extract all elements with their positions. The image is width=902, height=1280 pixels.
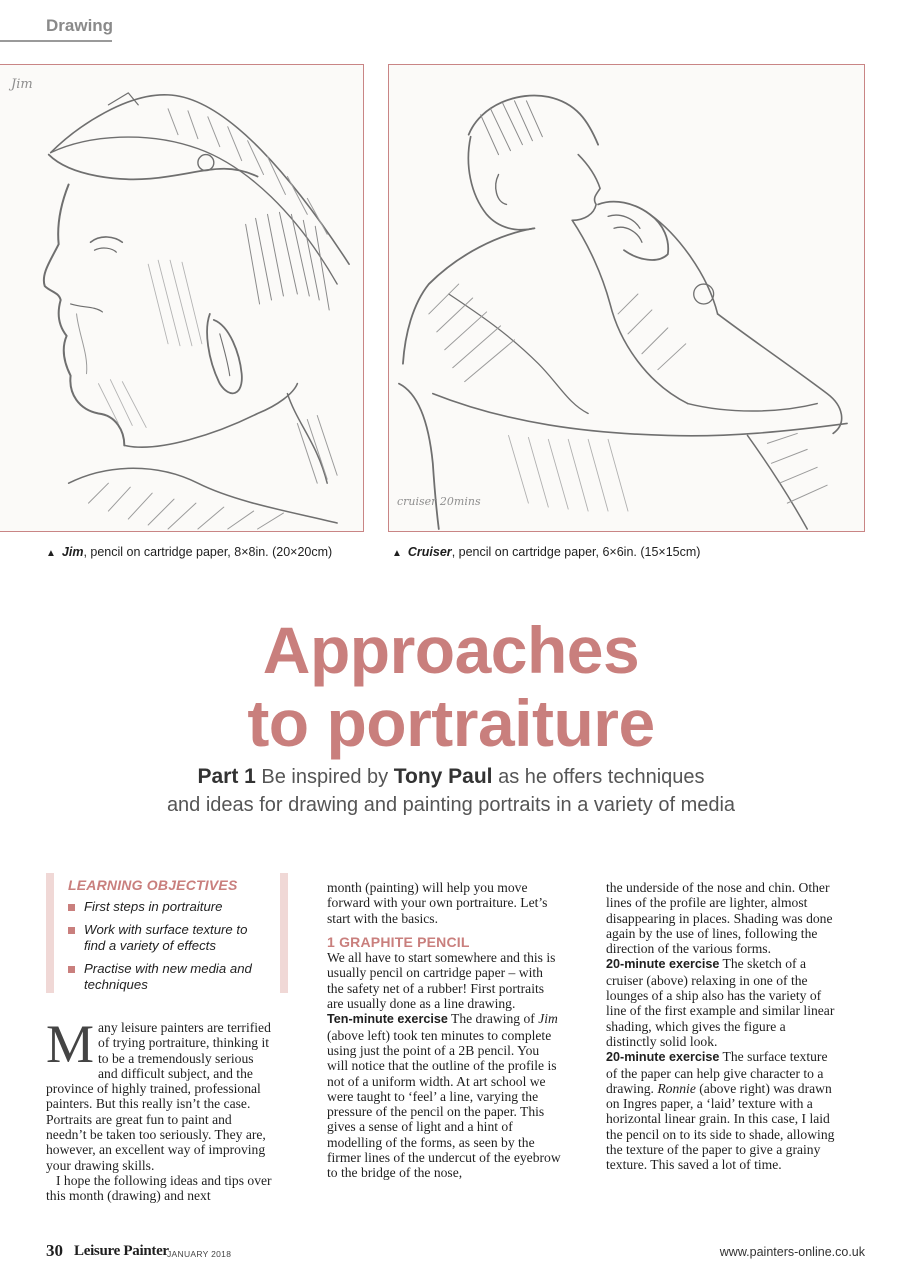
objectives-heading: LEARNING OBJECTIVES [68,877,238,893]
body-paragraph [606,1049,838,1172]
artwork-title: Jim [538,1011,558,1027]
paragraph-text: any leisure painters are terrified of trying portraiture, thinking it to be a tremendously serious and difficult subject, and the province of highly trained, professional painters. But this really isn’t the case. Portraits are great fun to paint and needn’t be taken too seriously. They are, however, an excellent way of improving your drawing skills. [46,1020,271,1173]
section-label: Drawing [46,16,114,35]
paragraph-text: The sketch of a cruiser (above) relaxing in one of the lounges of a ship also has the variety of line of the first example and similar linear shading, which gives the figure a distinctly solid look. [606,956,835,1049]
body-column-2 [327,880,562,1181]
standfirst-author: Tony Paul [393,765,493,788]
magazine-name: Leisure Painter [74,1243,169,1259]
artwork-title: Ronnie [657,1080,696,1096]
body-paragraph: I hope the following ideas and tips over this month (drawing) and next [46,1172,272,1204]
caption-cruiser [392,545,700,559]
bullet-square-icon [68,904,75,911]
caption-jim [46,545,332,559]
section-rule [0,40,112,42]
body-paragraph: the underside of the nose and chin. Other lines of the profile are lighter, almost disappearing in places. Shading was done again by the use of lines, following the direction of the various forms. [606,880,833,957]
objective-item [68,961,270,993]
body-paragraph [46,1014,272,1173]
learning-objectives-box [46,873,288,993]
article-title-line-1: Approaches [262,613,640,687]
article-title-line-2: to portraiture [247,686,655,760]
caption-text: , pencil on cartridge paper, 6×6in. (15×15cm) [451,545,701,559]
paragraph-text: The drawing of [447,1011,539,1027]
cruiser-portrait-image [388,64,865,532]
standfirst-line-1 [0,762,902,792]
body-paragraph [606,956,838,1049]
page-number: 30 [46,1241,63,1260]
caption-title: Cruiser [407,545,452,559]
bullet-square-icon [68,966,75,973]
caption-title: Jim [61,545,84,559]
objective-item [68,922,270,954]
paragraph-text: (above right) was drawn on Ingres paper, a ‘laid’ texture with a horizontal linear grain. In this case, I laid the pencil on to its side to shade, allowing the texture of the paper to give a grainy texture. This saved a lot of time. [606,1080,835,1173]
objective-item [68,899,270,915]
exercise-lead: 20-minute exercise [606,1050,720,1065]
jim-signature: Jim [11,77,33,92]
objective-text: Practise with new media and techniques [84,961,252,992]
website-link[interactable]: www.painters-online.co.uk [719,1245,865,1259]
caption-triangle-icon: ▲ [46,548,56,559]
subheading-graphite-pencil: 1 GRAPHITE PENCIL [327,933,470,950]
objective-text: First steps in portraiture [84,899,223,914]
caption-triangle-icon: ▲ [392,548,402,559]
standfirst-line-2: and ideas for drawing and painting portraits in a variety of media [166,794,736,816]
standfirst-text: Be inspired by [255,766,394,788]
objective-text: Work with surface texture to find a variety of effects [84,922,248,953]
objectives-list [68,899,270,993]
jim-sketch [0,65,363,531]
body-paragraph: month (painting) will help you move forward with your own portraiture. Let’s start with the basics. [327,880,548,926]
paragraph-text: The surface texture of the paper can help give character to a drawing. [606,1049,828,1096]
drop-cap: M [46,1014,95,1074]
standfirst-text: as he offers techniques [492,766,705,788]
cruiser-signature: cruiser 20mins [397,495,481,508]
body-paragraph [327,1011,562,1180]
bullet-square-icon [68,927,75,934]
body-column-1 [46,1014,272,1204]
body-column-3 [606,880,838,1173]
issue-date: JANUARY 2018 [167,1249,232,1259]
body-paragraph: We all have to start somewhere and this is usually pencil on cartridge paper – with the safety net of a rubber! First portraits are usually done as a line drawing. [327,950,556,1012]
standfirst-part: Part 1 [197,765,256,788]
jim-portrait-image [0,64,364,532]
caption-text: , pencil on cartridge paper, 8×8in. (20×20cm) [83,545,333,559]
cruiser-sketch [389,65,864,531]
exercise-lead: 20-minute exercise [606,957,720,972]
paragraph-text: (above left) took ten minutes to complete using just the point of a 2B pencil. You will notice that the outline of the profile is not of a uniform width. At art school we were taught to ‘feel’ a line, varying the pressure of the pencil on the paper. This gives a sense of light and a hint of modelling of the forms, as seen by the firmer lines of the undercut of the eyebrow to the bridge of the nose, [327,1027,561,1181]
exercise-lead: Ten-minute exercise [327,1012,448,1027]
